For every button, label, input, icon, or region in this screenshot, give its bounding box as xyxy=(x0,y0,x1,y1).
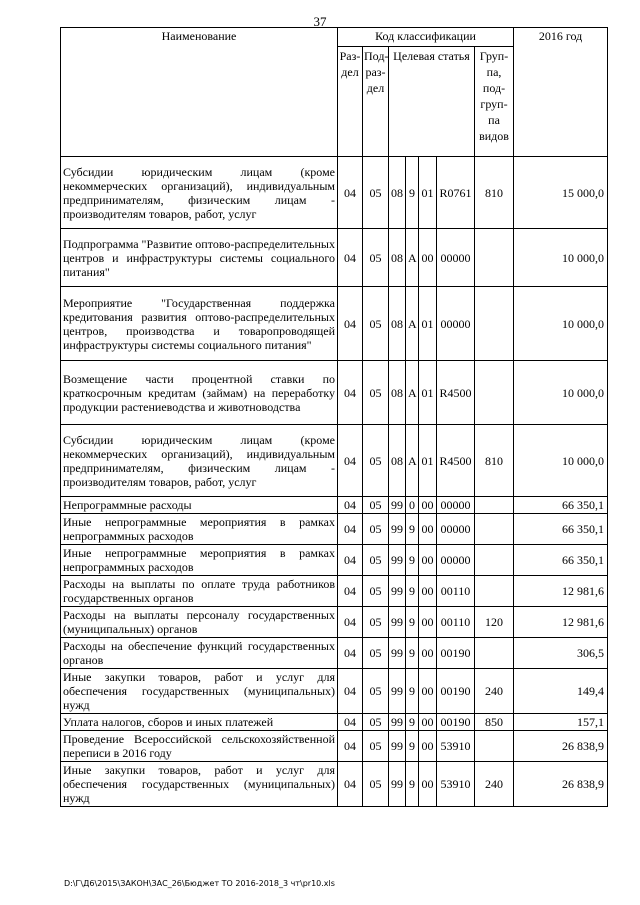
cell-name: Непрограммные расходы xyxy=(61,497,338,514)
cell-pod: 05 xyxy=(363,497,389,514)
cell-t1: 99 xyxy=(389,638,406,669)
cell-t1: 99 xyxy=(389,576,406,607)
cell-sum: 12 981,6 xyxy=(514,576,608,607)
table-body xyxy=(61,157,608,807)
cell-vid: 120 xyxy=(475,607,514,638)
cell-t2: 9 xyxy=(406,714,419,731)
cell-sum: 66 350,1 xyxy=(514,545,608,576)
cell-t4: 00000 xyxy=(437,514,475,545)
cell-t4: 00190 xyxy=(437,669,475,714)
header-group: Груп-па, под-груп-па видов xyxy=(475,47,514,157)
table-row xyxy=(61,638,608,669)
cell-t4: 53910 xyxy=(437,762,475,807)
cell-sum: 66 350,1 xyxy=(514,514,608,545)
cell-t4: R0761 xyxy=(437,157,475,229)
table-row xyxy=(61,425,608,497)
cell-t1: 99 xyxy=(389,607,406,638)
cell-pod: 05 xyxy=(363,361,389,425)
cell-razdel: 04 xyxy=(338,638,363,669)
cell-sum: 149,4 xyxy=(514,669,608,714)
cell-razdel: 04 xyxy=(338,545,363,576)
cell-razdel: 04 xyxy=(338,287,363,361)
cell-t4: 00110 xyxy=(437,576,475,607)
cell-pod: 05 xyxy=(363,607,389,638)
cell-t2: А xyxy=(406,425,419,497)
cell-razdel: 04 xyxy=(338,514,363,545)
table-row xyxy=(61,607,608,638)
cell-sum: 10 000,0 xyxy=(514,425,608,497)
table-row xyxy=(61,157,608,229)
cell-t1: 08 xyxy=(389,287,406,361)
cell-name: Субсидии юридическим лицам (кроме некоммерческих организаций), индивидуальным предпринимателям, физическим лицам - производителям товаров, работ, услуг xyxy=(61,425,338,497)
cell-pod: 05 xyxy=(363,514,389,545)
cell-t3: 01 xyxy=(419,425,437,497)
cell-t4: R4500 xyxy=(437,425,475,497)
cell-pod: 05 xyxy=(363,638,389,669)
cell-pod: 05 xyxy=(363,762,389,807)
cell-sum: 306,5 xyxy=(514,638,608,669)
cell-name: Иные закупки товаров, работ и услуг для обеспечения государственных (муниципальных) нужд xyxy=(61,669,338,714)
cell-t1: 08 xyxy=(389,229,406,287)
cell-t3: 00 xyxy=(419,576,437,607)
cell-sum: 26 838,9 xyxy=(514,762,608,807)
header-year: 2016 год xyxy=(514,28,608,157)
cell-razdel: 04 xyxy=(338,576,363,607)
cell-razdel: 04 xyxy=(338,762,363,807)
table-row xyxy=(61,731,608,762)
cell-t1: 99 xyxy=(389,545,406,576)
cell-t3: 00 xyxy=(419,514,437,545)
cell-pod: 05 xyxy=(363,425,389,497)
cell-vid xyxy=(475,497,514,514)
cell-t3: 00 xyxy=(419,229,437,287)
cell-t4: R4500 xyxy=(437,361,475,425)
cell-vid xyxy=(475,545,514,576)
cell-name: Проведение Всероссийской сельскохозяйственной переписи в 2016 году xyxy=(61,731,338,762)
cell-razdel: 04 xyxy=(338,714,363,731)
cell-t3: 01 xyxy=(419,157,437,229)
cell-name: Расходы на обеспечение функций государственных органов xyxy=(61,638,338,669)
cell-t2: 9 xyxy=(406,576,419,607)
cell-sum: 157,1 xyxy=(514,714,608,731)
cell-t2: 9 xyxy=(406,607,419,638)
header-name: Наименование xyxy=(61,28,338,157)
cell-t3: 00 xyxy=(419,669,437,714)
cell-t2: 9 xyxy=(406,731,419,762)
cell-name: Подпрограмма "Развитие оптово-распределительных центров и инфраструктуры системы социального питания" xyxy=(61,229,338,287)
cell-t4: 00110 xyxy=(437,607,475,638)
page-number: 37 xyxy=(313,14,327,29)
cell-sum: 26 838,9 xyxy=(514,731,608,762)
file-path-footer: D:\Г\Д6\2015\ЗАКОН\ЗАС_26\Бюджет ТО 2016-2018_3 чт\pr10.xls xyxy=(64,879,335,888)
cell-t1: 08 xyxy=(389,157,406,229)
cell-t3: 00 xyxy=(419,638,437,669)
header-code: Код классификации xyxy=(338,28,514,47)
cell-t1: 99 xyxy=(389,497,406,514)
cell-pod: 05 xyxy=(363,157,389,229)
cell-t2: А xyxy=(406,229,419,287)
cell-t2: 0 xyxy=(406,497,419,514)
cell-sum: 10 000,0 xyxy=(514,229,608,287)
cell-vid xyxy=(475,638,514,669)
cell-vid xyxy=(475,576,514,607)
table-row xyxy=(61,762,608,807)
cell-t3: 00 xyxy=(419,714,437,731)
cell-razdel: 04 xyxy=(338,157,363,229)
cell-razdel: 04 xyxy=(338,669,363,714)
cell-t1: 08 xyxy=(389,425,406,497)
cell-name: Субсидии юридическим лицам (кроме некоммерческих организаций), индивидуальным предпринимателям, физическим лицам - производителям товаров, работ, услуг xyxy=(61,157,338,229)
cell-t2: 9 xyxy=(406,157,419,229)
cell-name: Уплата налогов, сборов и иных платежей xyxy=(61,714,338,731)
cell-t3: 00 xyxy=(419,607,437,638)
cell-name: Расходы на выплаты персоналу государственных (муниципальных) органов xyxy=(61,607,338,638)
cell-t1: 99 xyxy=(389,762,406,807)
cell-t4: 00000 xyxy=(437,287,475,361)
cell-t3: 00 xyxy=(419,497,437,514)
table-row xyxy=(61,497,608,514)
cell-t4: 00000 xyxy=(437,545,475,576)
cell-name: Иные закупки товаров, работ и услуг для обеспечения государственных (муниципальных) нужд xyxy=(61,762,338,807)
cell-t4: 00190 xyxy=(437,638,475,669)
cell-sum: 66 350,1 xyxy=(514,497,608,514)
cell-t3: 00 xyxy=(419,762,437,807)
cell-t2: 9 xyxy=(406,762,419,807)
cell-t1: 99 xyxy=(389,714,406,731)
cell-razdel: 04 xyxy=(338,607,363,638)
cell-t1: 99 xyxy=(389,731,406,762)
cell-pod: 05 xyxy=(363,287,389,361)
cell-vid xyxy=(475,731,514,762)
cell-t2: 9 xyxy=(406,514,419,545)
cell-vid xyxy=(475,287,514,361)
cell-t1: 08 xyxy=(389,361,406,425)
cell-t2: А xyxy=(406,287,419,361)
cell-pod: 05 xyxy=(363,545,389,576)
cell-vid: 240 xyxy=(475,762,514,807)
cell-vid: 240 xyxy=(475,669,514,714)
cell-t2: А xyxy=(406,361,419,425)
cell-sum: 12 981,6 xyxy=(514,607,608,638)
table-row xyxy=(61,287,608,361)
cell-t3: 01 xyxy=(419,287,437,361)
cell-t4: 00190 xyxy=(437,714,475,731)
table-row xyxy=(61,514,608,545)
header-razdel: Раз-дел xyxy=(338,47,363,157)
cell-pod: 05 xyxy=(363,229,389,287)
cell-t3: 00 xyxy=(419,731,437,762)
table-row xyxy=(61,361,608,425)
cell-t3: 01 xyxy=(419,361,437,425)
cell-t2: 9 xyxy=(406,638,419,669)
cell-vid xyxy=(475,361,514,425)
cell-razdel: 04 xyxy=(338,497,363,514)
cell-pod: 05 xyxy=(363,731,389,762)
cell-t3: 00 xyxy=(419,545,437,576)
table-row xyxy=(61,545,608,576)
cell-pod: 05 xyxy=(363,669,389,714)
cell-vid: 810 xyxy=(475,425,514,497)
header-podrazdel: Под-раз-дел xyxy=(363,47,389,157)
cell-sum: 10 000,0 xyxy=(514,361,608,425)
cell-name: Возмещение части процентной ставки по краткосрочным кредитам (займам) на переработку продукции растениеводства и животноводства xyxy=(61,361,338,425)
budget-table xyxy=(60,27,608,807)
cell-vid xyxy=(475,229,514,287)
table-row xyxy=(61,714,608,731)
cell-pod: 05 xyxy=(363,714,389,731)
cell-name: Иные непрограммные мероприятия в рамках непрограммных расходов xyxy=(61,545,338,576)
cell-razdel: 04 xyxy=(338,425,363,497)
cell-razdel: 04 xyxy=(338,229,363,287)
cell-t1: 99 xyxy=(389,514,406,545)
cell-vid xyxy=(475,514,514,545)
table-row xyxy=(61,229,608,287)
cell-vid: 810 xyxy=(475,157,514,229)
table-row xyxy=(61,576,608,607)
cell-t1: 99 xyxy=(389,669,406,714)
cell-t2: 9 xyxy=(406,669,419,714)
cell-pod: 05 xyxy=(363,576,389,607)
cell-name: Иные непрограммные мероприятия в рамках непрограммных расходов xyxy=(61,514,338,545)
cell-t4: 00000 xyxy=(437,497,475,514)
cell-sum: 15 000,0 xyxy=(514,157,608,229)
cell-name: Расходы на выплаты по оплате труда работников государственных органов xyxy=(61,576,338,607)
header-target: Целевая статья xyxy=(389,47,475,157)
cell-t4: 53910 xyxy=(437,731,475,762)
cell-sum: 10 000,0 xyxy=(514,287,608,361)
cell-razdel: 04 xyxy=(338,731,363,762)
table-row xyxy=(61,669,608,714)
cell-name: Мероприятие "Государственная поддержка кредитования развития оптово-распределительных центров, производства и товаропроводящей инфраструктуры системы социального питания" xyxy=(61,287,338,361)
cell-razdel: 04 xyxy=(338,361,363,425)
cell-vid: 850 xyxy=(475,714,514,731)
cell-t2: 9 xyxy=(406,545,419,576)
cell-t4: 00000 xyxy=(437,229,475,287)
